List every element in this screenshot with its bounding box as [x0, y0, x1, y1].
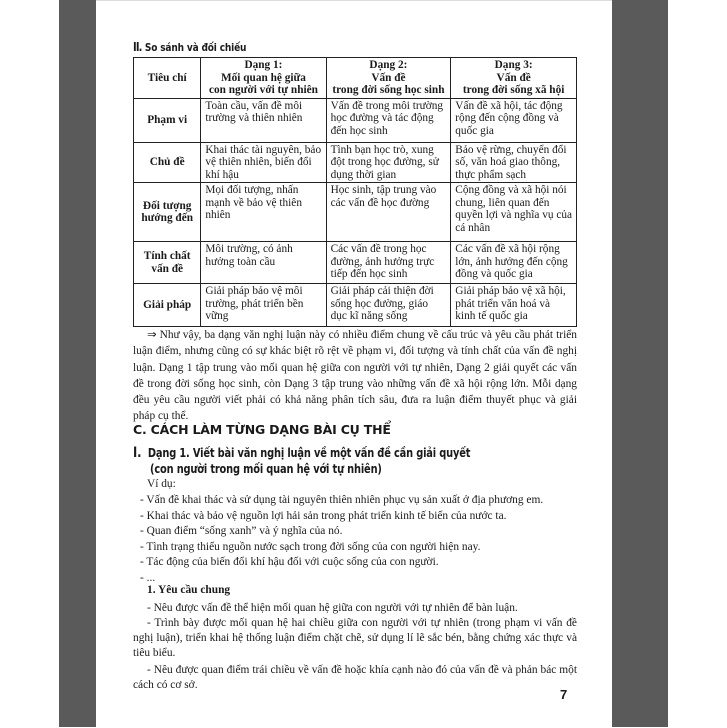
table-cell: Giải pháp bảo vệ xã hội, phát triển văn hoá và kinh tế quốc gia: [451, 284, 577, 327]
column-header: Dạng 3: Vấn đề trong đời sống xã hội: [451, 58, 577, 99]
document-page: [96, 0, 612, 728]
table-cell: Mọi đối tượng, nhấn mạnh về bảo vệ thiên nhiên: [201, 183, 326, 242]
table-cell: Vấn đề trong môi trường học đường và tác động đến học sinh: [326, 98, 451, 142]
table-header-row: [134, 58, 577, 99]
section-i-title: Dạng 1. Viết bài văn nghị luận về một vấn đề cần giải quyết: [147, 446, 471, 460]
table-row: [134, 242, 577, 284]
section-i-marker: I.: [133, 445, 142, 461]
comparison-table: [133, 57, 577, 327]
column-header: Dạng 2: Vấn đề trong đời sống học sinh: [326, 58, 451, 99]
row-label: Chủ đề: [134, 142, 201, 183]
table-cell: Khai thác tài nguyên, bảo vệ thiên nhiên, biến đổi khí hậu: [201, 142, 326, 183]
example-item: - Khai thác và bảo vệ nguồn lợi hải sản trong phát triển kinh tế biển của nước ta.: [140, 509, 507, 522]
row-label: Phạm vi: [134, 98, 201, 142]
table-cell: Các vấn đề trong học đường, ảnh hưởng trực tiếp đến học sinh: [326, 242, 451, 284]
section-c-heading: C. CÁCH LÀM TỪNG DẠNG BÀI CỤ THỂ: [133, 422, 391, 437]
example-item: - ...: [140, 571, 156, 584]
row-label: Đối tượng hướng đến: [134, 183, 201, 242]
requirement-item: - Nêu được quan điểm trái chiều về vấn đề hoặc khía cạnh nào đó của vấn đề và phản bác một cách có cơ sở.: [133, 664, 577, 691]
table-row: [134, 142, 577, 183]
example-item: - Vấn đề khai thác và sử dụng tài nguyên thiên nhiên phục vụ sản xuất ở địa phương em.: [140, 494, 544, 506]
section-ii-heading: [133, 40, 246, 54]
table-cell: Cộng đồng và xã hội nói chung, liên quan đến quyền lợi và nghĩa vụ của cá nhân: [451, 183, 577, 242]
column-header: Tiêu chí: [134, 58, 201, 99]
row-label: Giải pháp: [134, 284, 201, 327]
row-label: Tính chất vấn đề: [134, 242, 201, 284]
table-cell: Giải pháp cải thiện đời sống học đường, giáo dục kĩ năng sống: [326, 284, 451, 327]
table-cell: Học sinh, tập trung vào các vấn đề học đường: [326, 183, 451, 242]
table-row: [134, 98, 577, 142]
requirement-item: - Nêu được vấn đề thể hiện mối quan hệ giữa con người với tự nhiên để bàn luận.: [147, 602, 518, 614]
example-item: - Tác động của biến đổi khí hậu đối với cuộc sống của con người.: [140, 556, 439, 568]
section-ii-marker: II.: [133, 40, 142, 54]
subsection-heading: 1. Yêu cầu chung: [147, 584, 231, 596]
example-item: - Tình trạng thiếu nguồn nước sạch trong đời sống của con người hiện nay.: [140, 540, 481, 553]
table-cell: Tình bạn học trò, xung đột trong học đường, sử dụng thời gian: [326, 142, 451, 183]
section-i-subtitle: (con người trong mối quan hệ với tự nhiên): [150, 462, 382, 476]
examples-label: Ví dụ:: [147, 478, 176, 490]
table-cell: Các vấn đề xã hội rộng lớn, ảnh hưởng đến cộng đồng và quốc gia: [451, 242, 577, 284]
table-row: [134, 183, 577, 242]
requirement-item: - Trình bày được mối quan hệ hai chiều giữa con người với tự nhiên (trong phạm vi vấn đề nghị luận), triển khai hệ thống luận điểm chặt chẽ, sử dụng lí lẽ sắc bén, bằng chứng xác thực và tiêu biểu.: [133, 617, 577, 659]
left-edge: [59, 0, 96, 727]
table-cell: Giải pháp bảo vệ môi trường, phát triển bền vững: [201, 284, 326, 327]
table-cell: Môi trường, có ảnh hưởng toàn cầu: [201, 242, 326, 284]
table-cell: Toàn cầu, vấn đề môi trường và thiên nhiên: [201, 98, 326, 142]
column-header: Dạng 1: Mối quan hệ giữa con người với tự nhiên: [201, 58, 326, 99]
right-edge: [612, 0, 668, 727]
section-ii-title: So sánh và đối chiếu: [144, 41, 247, 54]
table-row: [134, 284, 577, 327]
conclusion-paragraph: ⇒ Như vậy, ba dạng văn nghị luận này có nhiều điểm chung về cấu trúc và yêu cầu phát triển luận điểm, nhưng cũng có sự khác biệt rõ rệt về phạm vi, đối tượng và tính chất của vấn đề nghị luận. Dạng 1 tập trung vào mối quan hệ giữa con người với tự nhiên, Dạng 2 giải quyết các vấn đề trong đời sống học sinh, còn Dạng 3 tập trung vào những vấn đề xã hội rộng lớn. Mỗi dạng đều yêu cầu người viết phải có khả năng phân tích sâu, đưa ra luận điểm thuyết phục và giải pháp cụ thể.: [133, 329, 577, 423]
table-cell: Vấn đề xã hội, tác động rộng đến cộng đồng và quốc gia: [451, 98, 577, 142]
example-item: - Quan điểm “sống xanh” và ý nghĩa của nó.: [140, 525, 343, 537]
section-i-heading: [133, 445, 470, 461]
page-number: 7: [560, 687, 568, 702]
table-cell: Bảo vệ rừng, chuyển đổi số, văn hoá giao thông, thực phẩm sạch: [451, 142, 577, 183]
